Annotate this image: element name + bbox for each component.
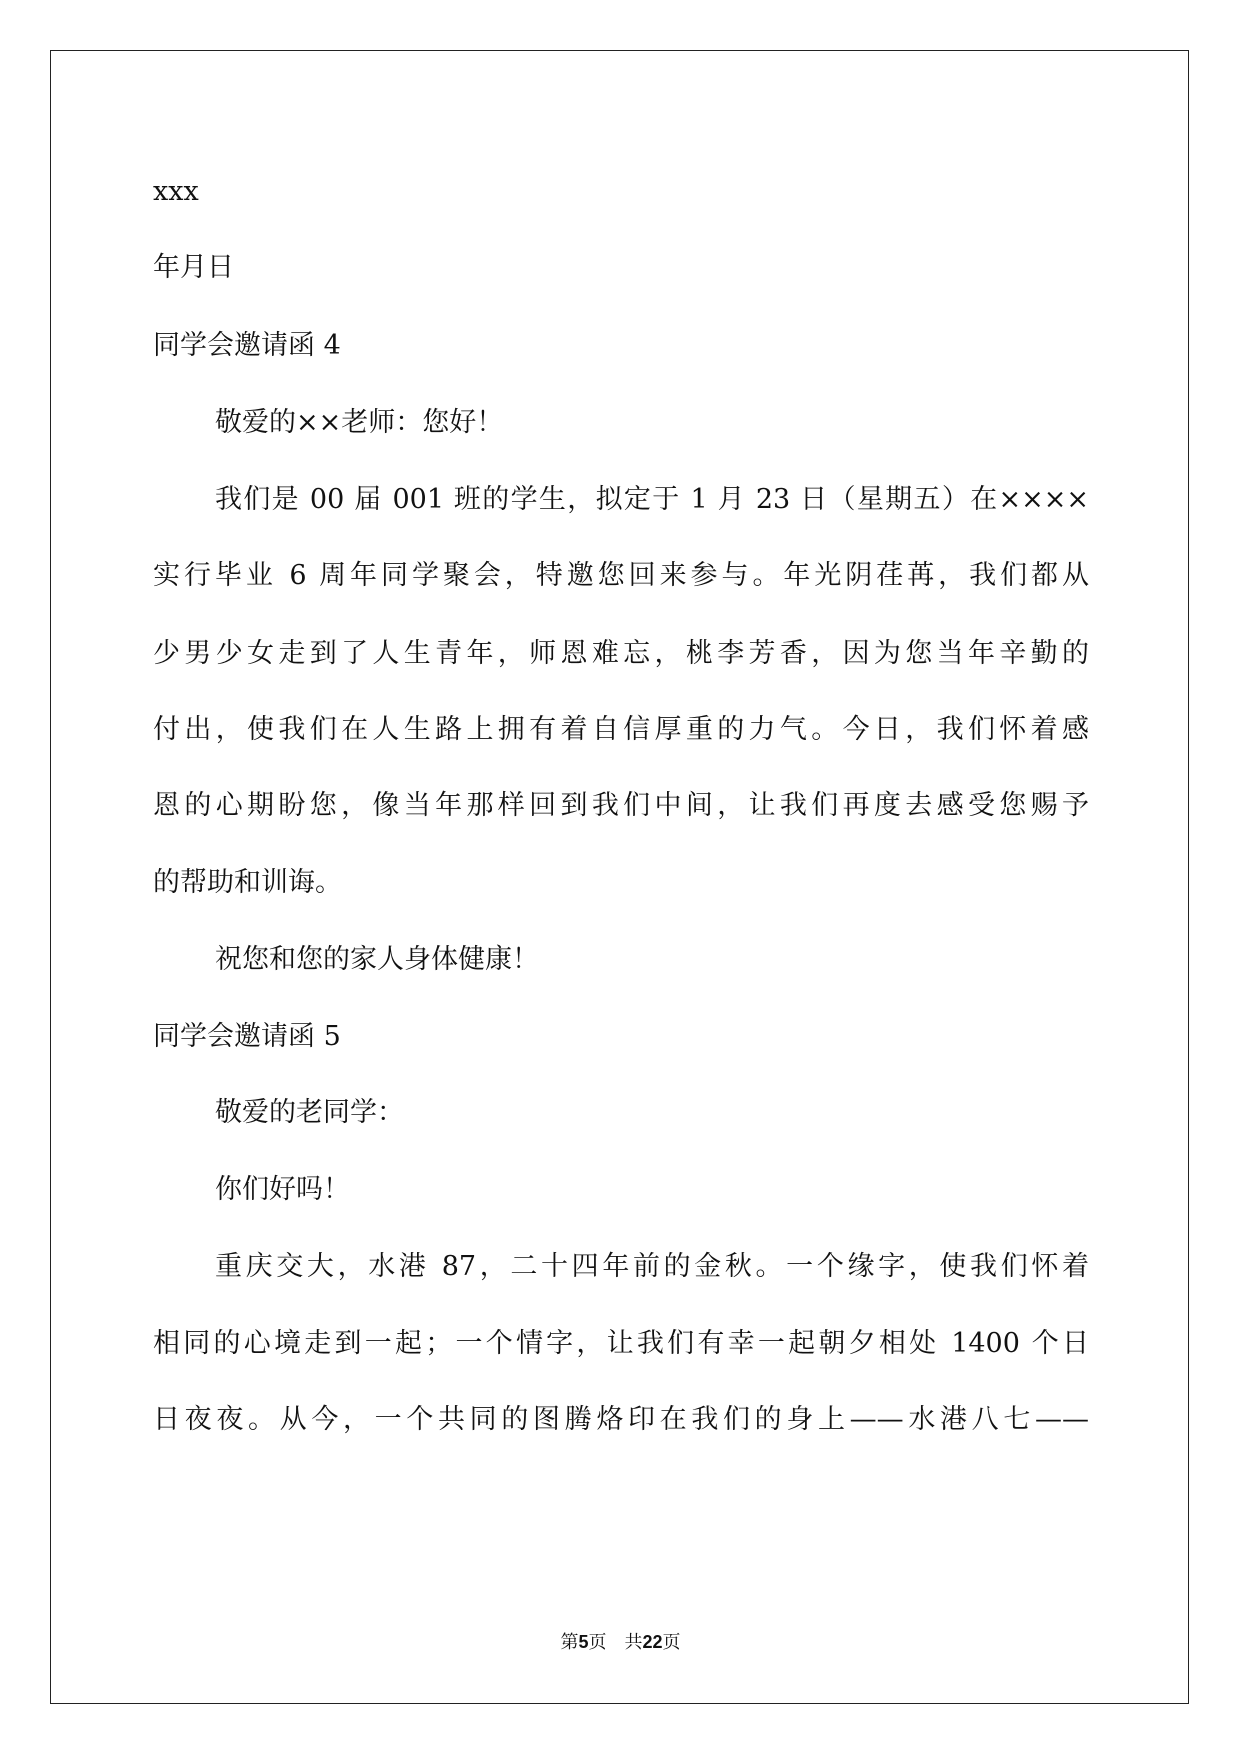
paragraph-line: 重庆交大，水港 87，二十四年前的金秋。一个缘字，使我们怀着 [215,1251,1089,1282]
paragraph-line: 我们是 00 届 001 班的学生，拟定于 1 月 23 日（星期五）在×××× [215,484,1089,515]
page-current: 5 [578,1632,589,1652]
signature-name: xxx [153,176,199,207]
salutation-teacher: 敬爱的××老师：您好！ [215,407,504,438]
paragraph-line: 少男少女走到了人生青年，师恩难忘，桃李芳香，因为您当年辛勤的 [153,638,1089,669]
page-total: 22 [642,1632,663,1652]
signature-date: 年月日 [153,252,234,283]
paragraph-line: 实行毕业 6 周年同学聚会，特邀您回来参与。年光阴荏苒，我们都从 [153,560,1089,591]
paragraph-line: 日夜夜。从今，一个共同的图腾烙印在我们的身上——水港八七—— [153,1404,1089,1435]
section-heading-4: 同学会邀请函 4 [153,330,341,361]
greeting: 你们好吗！ [215,1174,350,1205]
page-unit: 页 [588,1632,607,1653]
salutation-classmates: 敬爱的老同学： [215,1097,404,1128]
paragraph-line: 付出，使我们在人生路上拥有着自信厚重的力气。今日，我们怀着感 [153,714,1089,745]
paragraph-line: 相同的心境走到一起；一个情字，让我们有幸一起朝夕相处 1400 个日 [153,1328,1089,1359]
section-heading-5: 同学会邀请函 5 [153,1021,341,1052]
closing-wish: 祝您和您的家人身体健康！ [215,944,539,975]
total-prefix: 共 [624,1632,643,1653]
page-footer [0,1631,1241,1654]
page-prefix: 第 [560,1632,579,1653]
paragraph-line: 的帮助和训诲。 [153,867,342,898]
total-unit: 页 [662,1632,681,1653]
paragraph-line: 恩的心期盼您，像当年那样回到我们中间，让我们再度去感受您赐予 [153,790,1089,821]
